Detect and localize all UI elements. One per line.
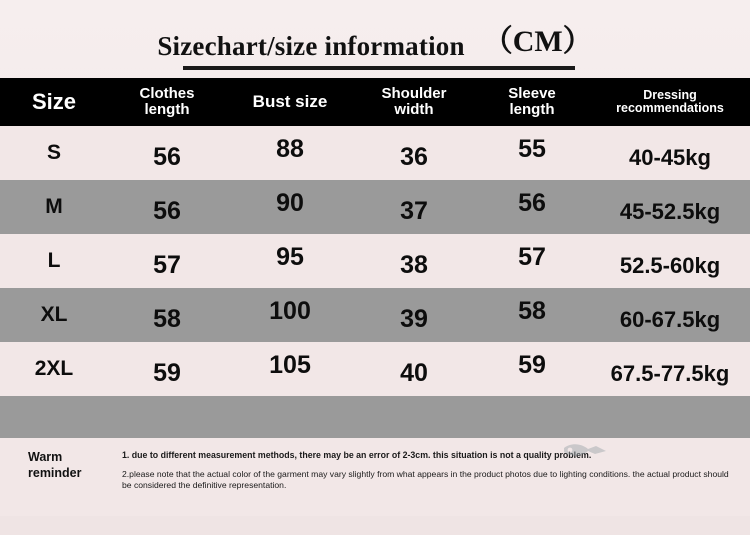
cell-recommendation bbox=[590, 234, 750, 288]
warm-reminder-line1: Warm bbox=[28, 450, 63, 464]
cell-size: S bbox=[0, 126, 108, 180]
cell-size: 2XL bbox=[0, 342, 108, 396]
cell-shoulder bbox=[354, 234, 474, 288]
header-shoulder-line1: Shoulder bbox=[381, 84, 447, 102]
value-bust: 88 bbox=[276, 134, 304, 163]
value-sleeve: 56 bbox=[518, 188, 546, 217]
cell-shoulder bbox=[354, 126, 474, 180]
header-shoulder-width bbox=[354, 78, 474, 126]
table-row bbox=[0, 126, 750, 180]
cell-bust bbox=[226, 234, 354, 288]
header-shoulder-line2: width bbox=[394, 101, 434, 118]
value-recommendation: 67.5-77.5kg bbox=[610, 361, 730, 386]
cell-sleeve bbox=[474, 342, 590, 396]
unit-label: （CM） bbox=[482, 25, 593, 58]
cell-bust bbox=[226, 126, 354, 180]
value-bust: 105 bbox=[269, 350, 311, 379]
value-sleeve: 55 bbox=[518, 134, 546, 163]
value-clothes-length: 59 bbox=[153, 358, 181, 387]
table-row bbox=[0, 234, 750, 288]
title-underline bbox=[183, 66, 575, 70]
table-spacer-row bbox=[0, 396, 750, 438]
cell-clothes-length bbox=[108, 126, 226, 180]
value-clothes-length: 56 bbox=[153, 142, 181, 171]
warm-reminder-line2: reminder bbox=[28, 465, 82, 480]
value-bust: 90 bbox=[276, 188, 304, 217]
footer-notes bbox=[0, 438, 750, 516]
value-shoulder: 38 bbox=[400, 250, 428, 279]
value-recommendation: 52.5-60kg bbox=[619, 253, 721, 278]
cell-recommendation bbox=[590, 180, 750, 234]
value-recommendation: 60-67.5kg bbox=[619, 307, 721, 332]
cell-sleeve bbox=[474, 180, 590, 234]
cell-size: M bbox=[0, 180, 108, 234]
ribbon-icon bbox=[562, 440, 608, 462]
cell-shoulder bbox=[354, 342, 474, 396]
note-measurement-error: 1. due to different measurement methods, there may be an error of 2-3cm. this situation is not a quality problem. bbox=[122, 450, 592, 460]
value-bust: 100 bbox=[269, 296, 311, 325]
table-row bbox=[0, 180, 750, 234]
header-sleeve-length bbox=[474, 78, 590, 126]
cell-sleeve bbox=[474, 234, 590, 288]
cell-clothes-length bbox=[108, 342, 226, 396]
table-row bbox=[0, 342, 750, 396]
value-shoulder: 37 bbox=[400, 196, 428, 225]
value-shoulder: 40 bbox=[400, 358, 428, 387]
cell-recommendation bbox=[590, 342, 750, 396]
header-dressing-recommendations bbox=[590, 78, 750, 126]
value-sleeve: 57 bbox=[518, 242, 546, 271]
cell-recommendation bbox=[590, 126, 750, 180]
value-sleeve: 59 bbox=[518, 350, 546, 379]
value-shoulder: 36 bbox=[400, 142, 428, 171]
value-clothes-length: 58 bbox=[153, 304, 181, 333]
value-clothes-length: 56 bbox=[153, 196, 181, 225]
table-header-row bbox=[0, 78, 750, 126]
header-dress-line1: Dressing bbox=[643, 87, 697, 102]
value-sleeve: 58 bbox=[518, 296, 546, 325]
value-recommendation: 45-52.5kg bbox=[619, 199, 721, 224]
value-shoulder: 39 bbox=[400, 304, 428, 333]
header-sleeve-line1: Sleeve bbox=[508, 84, 556, 102]
cell-recommendation bbox=[590, 288, 750, 342]
value-clothes-length: 57 bbox=[153, 250, 181, 279]
cell-clothes-length bbox=[108, 180, 226, 234]
table-row bbox=[0, 288, 750, 342]
warm-reminder-label bbox=[28, 450, 114, 481]
header-dress-line2: recommendations bbox=[616, 101, 724, 115]
cell-clothes-length bbox=[108, 234, 226, 288]
cell-sleeve bbox=[474, 126, 590, 180]
cell-size: XL bbox=[0, 288, 108, 342]
page-title: Sizechart/size information bbox=[157, 30, 465, 61]
cell-bust bbox=[226, 180, 354, 234]
cell-clothes-length bbox=[108, 288, 226, 342]
cell-bust bbox=[226, 342, 354, 396]
header-sleeve-line2: length bbox=[509, 101, 555, 118]
title-area bbox=[0, 0, 750, 78]
cell-sleeve bbox=[474, 288, 590, 342]
cell-shoulder bbox=[354, 288, 474, 342]
cell-bust bbox=[226, 288, 354, 342]
header-size: Size bbox=[0, 78, 108, 126]
value-bust: 95 bbox=[276, 242, 304, 271]
notes-list bbox=[122, 450, 736, 499]
header-clothes-length-line1: Clothes bbox=[139, 84, 195, 102]
value-recommendation: 40-45kg bbox=[629, 145, 711, 170]
cell-size: L bbox=[0, 234, 108, 288]
spacer-cell bbox=[0, 396, 750, 438]
size-table bbox=[0, 78, 750, 438]
header-clothes-length-line2: length bbox=[144, 101, 190, 118]
note-color-disclaimer: 2.please note that the actual color of the garment may vary slightly from what appears in the product photos due to lighting conditions. the actual product should be considered the definitive representation. bbox=[122, 468, 729, 491]
header-bust: Bust size bbox=[226, 78, 354, 126]
header-clothes-length bbox=[108, 78, 226, 126]
cell-shoulder bbox=[354, 180, 474, 234]
